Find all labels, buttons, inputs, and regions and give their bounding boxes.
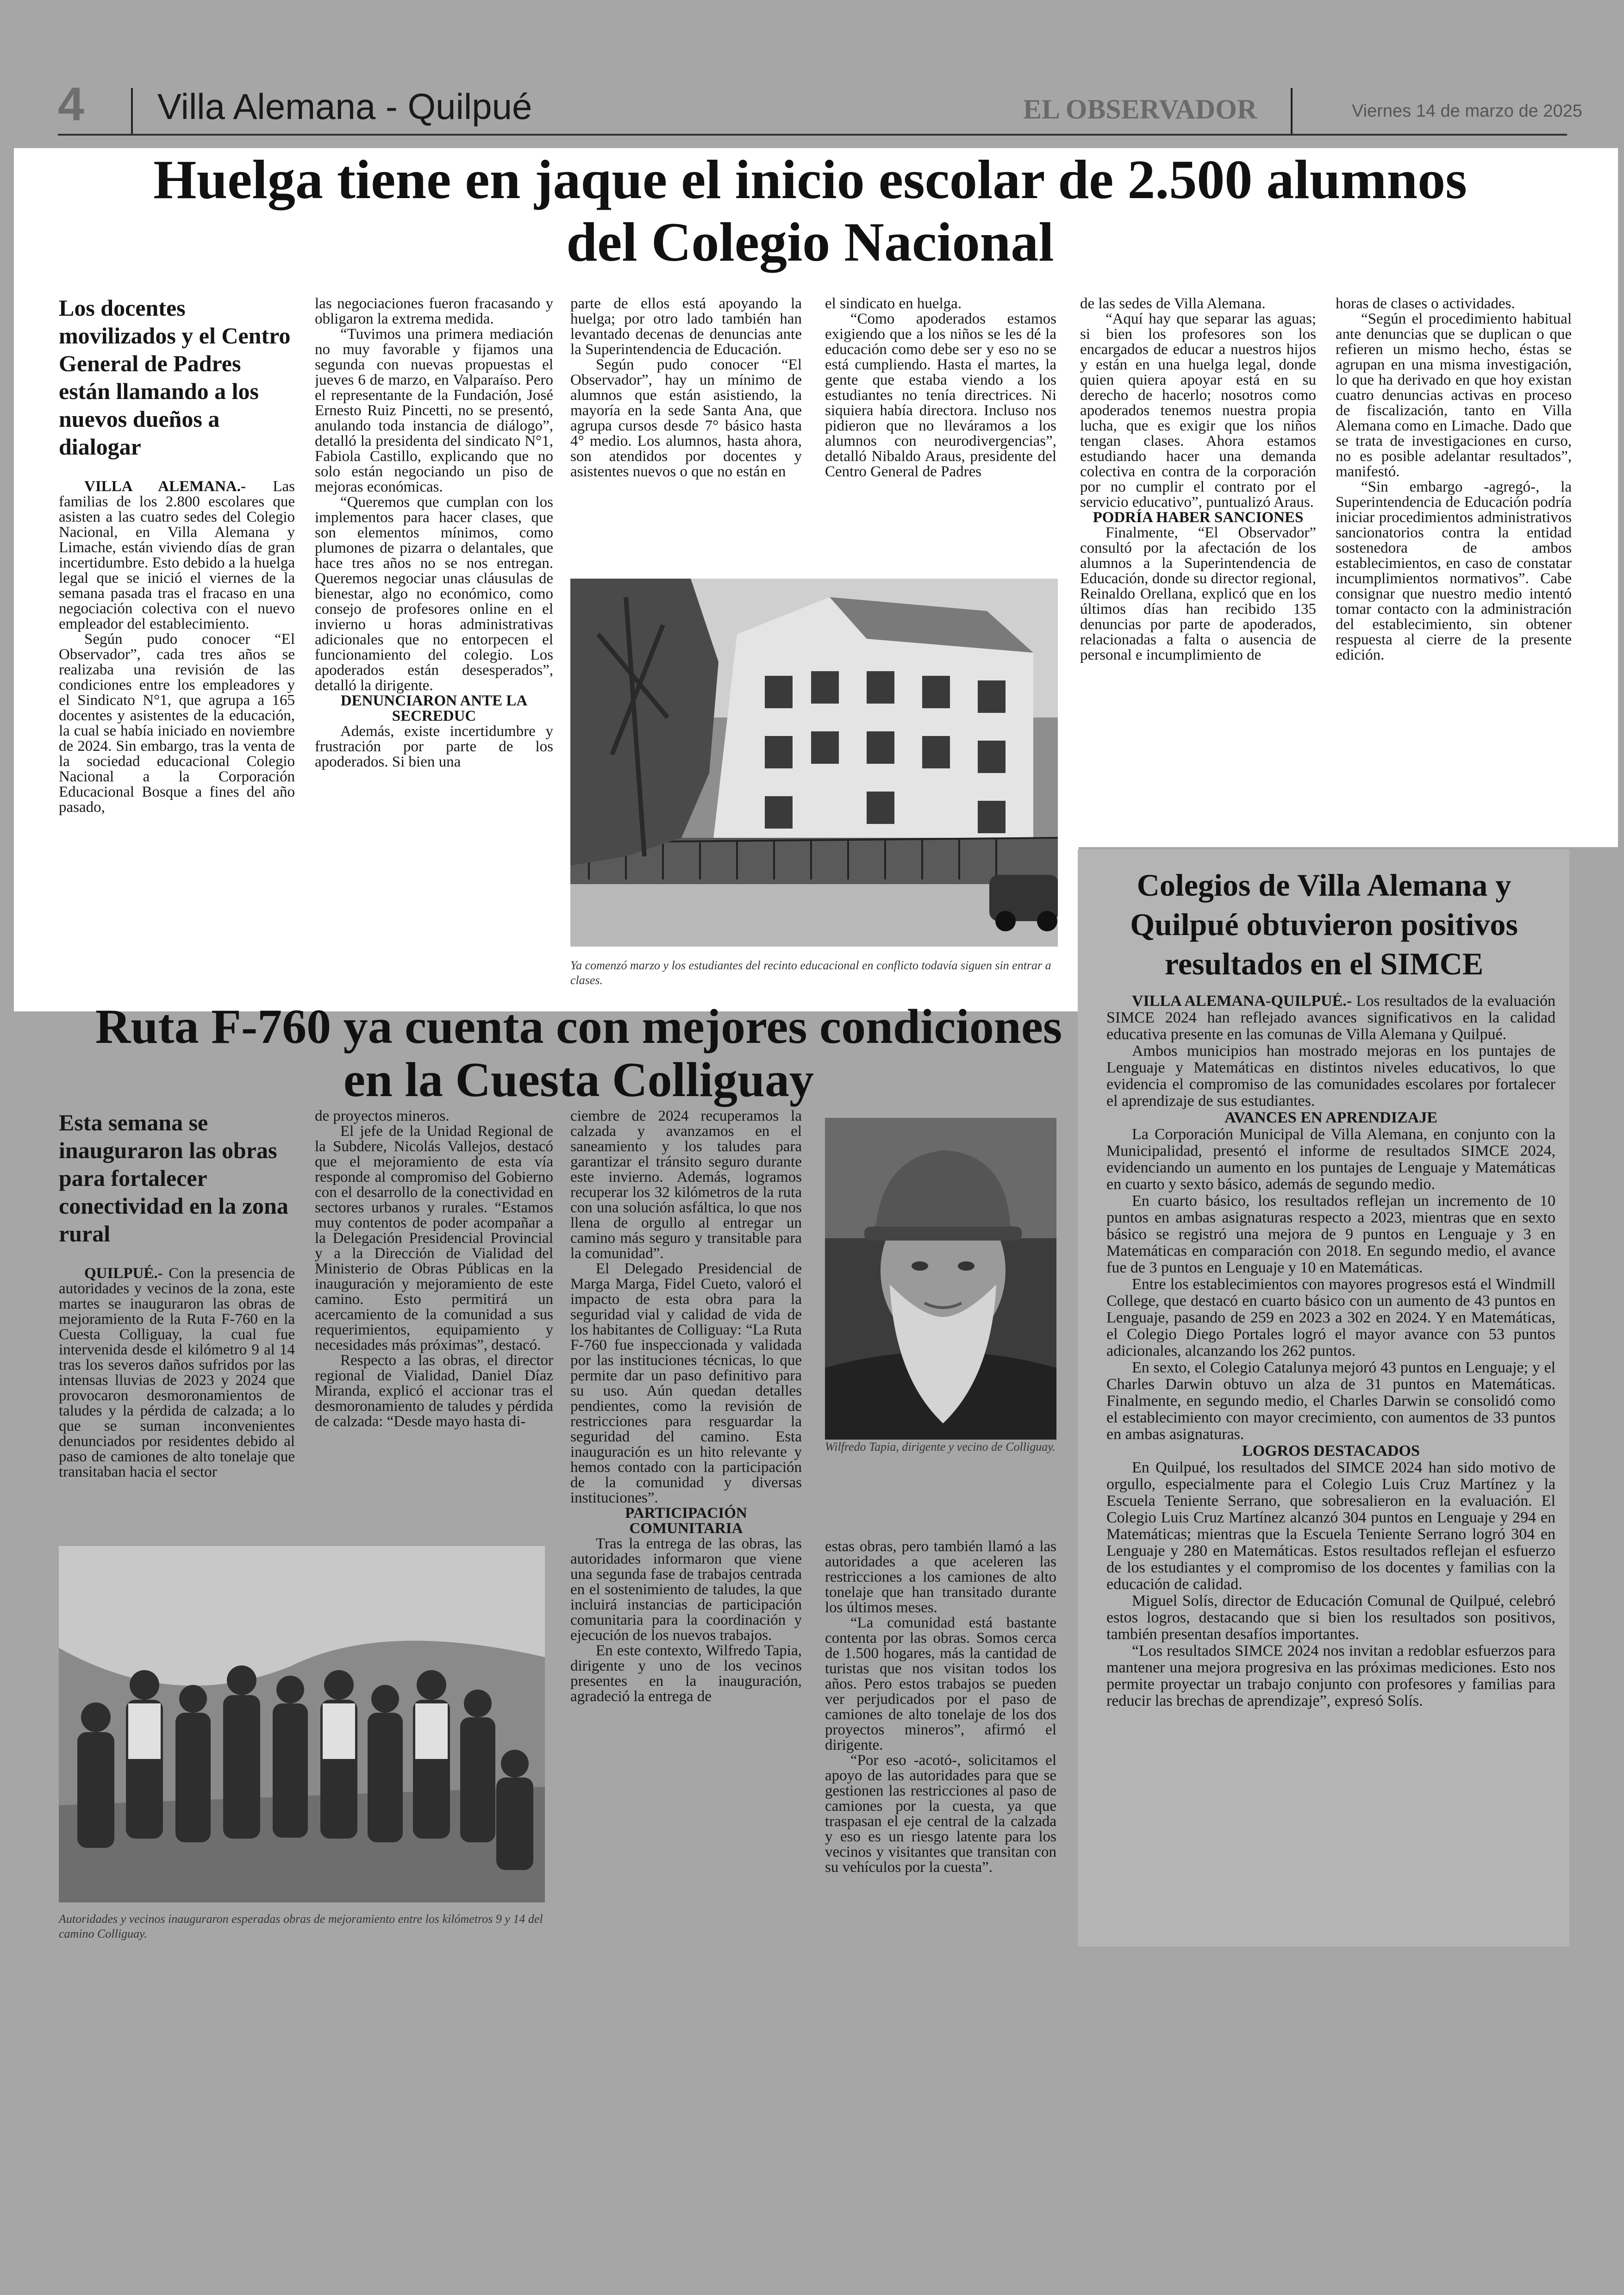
dateline: QUILPUÉ.- [84, 1265, 163, 1282]
road-column-3 [570, 1109, 802, 1958]
strike-column-3 [570, 296, 802, 569]
paragraph: Ambos municipios han mostrado mejoras en los puntajes de Lenguaje y Matemáticas en distintos niveles educativos, lo que evidencia el compromiso de las comunidades escolares por fortalecer el aprendizaje de sus estudiantes. [1106, 1042, 1555, 1110]
paragraph: “Como apoderados estamos exigiendo que a los niños se les dé la educación como debe ser y eso no se está cumpliendo. Hasta el martes, la gente que estaba viendo a los estudiantes no tenía directrices. Ni siquiera había directora. Incluso nos pidieron que no lleváramos a los alumnos con neurodivergencias”, detalló Nibaldo Araus, presidente del Centro General de Padres [825, 311, 1056, 480]
subheading: PARTICIPACIÓN COMUNITARIA [625, 1505, 747, 1537]
road-column-4 [825, 1539, 1056, 1958]
paragraph: Finalmente, “El Observador” consultó por la afectación de los alumnos a la Superintendencia de Educación, donde su director regional, Reinaldo Orellana, explicó que en los últimos días han recibido 135 denuncias por parte de apoderados, relacionadas a falta o ausencia de personal e incumplimiento de [1080, 524, 1316, 663]
newspaper-name: EL OBSERVADOR [1023, 94, 1257, 125]
subheading: LOGROS DESTACADOS [1242, 1442, 1420, 1459]
road-column-2 [315, 1109, 553, 1583]
paragraph: “Según el procedimiento habitual ante denuncias que se duplican o que refieren un mismo hecho, éstas se agrupan en una misma investigación, lo que ha derivado en que hoy existan cuatro denuncias activas en proceso de fiscalización, tanto en Villa Alemana como en Limache. Dado que se trata de investigaciones en curso, no es posible adelantar resultados”, manifestó. [1336, 311, 1572, 480]
issue-date: Viernes 14 de marzo de 2025 [1352, 101, 1582, 121]
strike-column-2 [315, 296, 553, 1018]
group-photo-caption: Autoridades y vecinos inauguraron esperadas obras de mejoramiento entre los kilómetros 9 y 14 del camino Colliguay. [59, 1912, 543, 1940]
road-kicker: Esta semana se inauguraron las obras para fortalecer conectividad en la zona rural [59, 1110, 288, 1247]
paragraph: “Sin embargo -agregó-, la Superintendencia de Educación podría iniciar procedimientos administrativos sancionatorios contra la entidad sostenedora de ambos establecimientos, en caso de constatar incumplimientos normativos”. Cabe consignar que nuestro medio intentó tomar contacto con la administración del establecimiento, sin obtener respuesta al cierre de la presente edición. [1336, 479, 1572, 663]
school-photo-caption: Ya comenzó marzo y los estudiantes del recinto educacional en conflicto todavía siguen sin entrar a clases. [570, 959, 1051, 987]
paragraph: Tras la entrega de las obras, las autoridades informaron que viene una segunda fase de trabajos centrada en el sostenimiento de taludes, la que incluirá instancias de participación comunitaria para la coordinación y ejecución de los nuevos trabajos. [570, 1535, 802, 1644]
paragraph: “Queremos que cumplan con los implementos para hacer clases, que son elementos mínimos, como plumones de pizarra o delantales, que hace tres años no se nos entregan. Queremos negociar unas cláusulas de bienestar, algo no económico, como consejo de profesores online en el invierno u horas administrativas adicionales que no entorpecen el funcionamiento del colegio. Los apoderados están desesperados”, detalló la dirigente. [315, 494, 553, 694]
paragraph: las negociaciones fueron fracasando y obligaron la extrema medida. [315, 296, 553, 327]
paragraph: En cuarto básico, los resultados reflejan un incremento de 10 puntos en ambas asignaturas respecto a 2023, mientras que en sexto básico se registró una mejora de 9 puntos en Lenguaje y 3 en Matemáticas en comparación con 2018. En segundo medio, el avance fue de 3 puntos en Lenguaje y 10 en Matemáticas. [1106, 1192, 1555, 1276]
strike-column-4 [825, 296, 1056, 569]
paragraph: Entre los establecimientos con mayores progresos está el Windmill College, que destacó en cuarto básico con un aumento de 43 puntos en Lenguaje, pasando de 259 en 2023 a 302 en 2024. Y en Matemáticas, el Colegio Diego Portales logró el mayor avance con 53 puntos adicionales, alcanzando los 262 puntos. [1106, 1276, 1555, 1360]
paragraph: estas obras, pero también llamó a las autoridades a que aceleren las restricciones a los camiones de alto tonelaje que han transitado durante los últimos meses. [825, 1539, 1056, 1616]
dateline: VILLA ALEMANA-QUILPUÉ.- [1132, 993, 1352, 1010]
paragraph: VILLA ALEMANA.- Las familias de los 2.800 escolares que asisten a las cuatro sedes del Colegio Nacional, en Villa Alemana y Limache, están viviendo días de gran incertidumbre. Esto debido a la huelga legal que se inició el viernes de la semana pasada tras el fracaso en una negociación colectiva con el nuevo empleador del establecimiento. [59, 478, 295, 632]
paragraph: de las sedes de Villa Alemana. [1080, 296, 1266, 312]
paragraph: Según pudo conocer “El Observador”, hay un mínimo de alumnos que están asistiendo, la mayoría en la sede Santa Ana, que agrupa cursos desde 7° básico hasta 4° medio. Los alumnos, hasta ahora, son atendidos por docentes y asistentes nuevos o que no están en [570, 356, 802, 480]
subheading: PODRÍA HABER SANCIONES [1093, 509, 1304, 526]
paragraph: En Quilpué, los resultados del SIMCE 2024 han sido motivo de orgullo, especialmente para el Colegio Luis Cruz Martínez y la Escuela Teniente Serrano, que sobresalieron en la evaluación. El Colegio Luis Cruz Martínez alcanzó 304 puntos en Lenguaje y 294 en Matemáticas; mientras que la Escuela Teniente Serrano logró 304 en Lenguaje y 280 en Matemáticas. Estos resultados reflejan el esfuerzo de los estudiantes y el compromiso de los docentes y familias con la educación de calidad. [1106, 1459, 1555, 1593]
subheading: DENUNCIARON ANTE LA SECREDUC [340, 692, 528, 724]
paragraph: de proyectos mineros. [315, 1109, 450, 1124]
paragraph: VILLA ALEMANA-QUILPUÉ.- Los resultados de la evaluación SIMCE 2024 han reflejado avances significativos en la calidad educativa presente en las comunas de Villa Alemana y Quilpué. [1106, 993, 1555, 1043]
paragraph: “Los resultados SIMCE 2024 nos invitan a redoblar esfuerzos para mantener una mejora progresiva en las próximas mediciones. Esto nos permite proyectar un trabajo conjunto con profesores y familias para reducir las brechas de aprendizaje”, expresó Solís. [1106, 1642, 1555, 1709]
simce-headline: Colegios de Villa Alemana y Quilpué obtuvieron positivos resultados en el SIMCE [1130, 867, 1518, 981]
paragraph: ciembre de 2024 recuperamos la calzada y avanzamos en el saneamiento y los taludes para garantizar el tránsito seguro durante este invierno. Además, logramos recuperar los 32 kilómetros de la ruta con una solución asfáltica, lo que nos llena de orgullo al entregar un camino más seguro y transitable para la comunidad”. [570, 1109, 802, 1262]
strike-column-5 [1080, 296, 1316, 847]
paragraph: Miguel Solís, director de Educación Comunal de Quilpué, celebró estos logros, destacando que si bien los resultados son positivos, también presentan desafíos importantes. [1106, 1592, 1555, 1643]
paragraph: En este contexto, Wilfredo Tapia, dirigente y uno de los vecinos presentes en la inauguración, agradeció la entrega de [570, 1642, 802, 1705]
portrait-caption: Wilfredo Tapia, dirigente y vecino de Colliguay. [825, 1440, 1056, 1453]
paragraph: “Tuvimos una primera mediación no muy favorable y fijamos una segunda con nuevas propuestas el jueves 6 de marzo, en Valparaíso. Pero el representante de la Fundación, José Ernesto Ruiz Pincetti, no se presentó, anulando toda instancia de diálogo”, detalló la presidenta del sindicato N°1, Fabiola Castillo, explicando que no solo están negociando un piso de mejoras económicas. [315, 326, 553, 495]
portrait-photo [825, 1118, 1056, 1440]
paragraph: el sindicato en huelga. [825, 296, 962, 312]
paragraph: “Por eso -acotó-, solicitamos el apoyo de las autoridades para que se gestionen las restricciones al paso de camiones por la cuesta, ya que traspasan el eje central de la calzada y eso es un riesgo latente para los vecinos y visitantes que transitan con su vehículos por la cuesta”. [825, 1752, 1056, 1876]
paragraph: parte de ellos está apoyando la huelga; por otro lado también han levantado decenas de denuncias ante la Superintendencia de Educación. [570, 296, 802, 358]
paragraph: “Aquí hay que separar las aguas; si bien los profesores son los encargados de educar a nuestros hijos y están en una huelga legal, donde quien quiera apoyar está en su derecho de hacerlo; nosotros como apoderados tenemos nuestra propia lucha, que es exigir que los niños tengan clases. Ahora estamos estudiando hacer una demanda colectiva en contra de la corporación por no cumplir el contrato por el servicio educativo”, puntualizó Araus. [1080, 311, 1316, 511]
header-divider [1291, 88, 1293, 135]
section-title: Villa Alemana - Quilpué [157, 86, 532, 127]
inauguration-group-photo [59, 1546, 545, 1902]
paragraph: horas de clases o actividades. [1336, 296, 1515, 312]
paragraph: En sexto, el Colegio Catalunya mejoró 43 puntos en Lenguaje; y el Charles Darwin obtuvo un alza de 31 puntos en Matemáticas. Finalmente, en segundo medio, el Charles Darwin se consolidó como el establecimiento con mayor crecimiento, con aumentos de 33 puntos en ambas asignaturas. [1106, 1359, 1555, 1443]
paragraph: QUILPUÉ.- Con la presencia de autoridades y vecinos de la zona, este martes se inauguraron las obras de mejoramiento de la Ruta F-760 en la Cuesta Colliguay, la cual fue intervenida desde el kilómetro 9 al 14 tras los severos daños sufridos por las intensas lluvias de 2023 y 2024 que provocaron desmoronamientos de taludes y la pérdida de calzada; a lo que se suman inconvenientes denunciados por residentes debido al paso de camiones de alto tonelaje que transitaban hacia el sector [59, 1265, 295, 1480]
paragraph: “La comunidad está bastante contenta por las obras. Somos cerca de 1.500 hogares, más la cantidad de turistas que nos visitan todos los años. Pero estos trabajos se pueden ver perjudicados por el paso de camiones de alto tonelaje de los dos proyectos mineros”, afirmó el dirigente. [825, 1615, 1056, 1753]
page-number: 4 [58, 78, 84, 131]
strike-column-6 [1336, 296, 1572, 847]
paragraph: El jefe de la Unidad Regional de la Subdere, Nicolás Vallejos, destacó que el mejoramiento de esta vía responde al compromiso del Gobierno con el desarrollo de la conectividad en sectores urbanos y rurales. “Estamos muy contentos de poder acompañar a la Delegación Presidencial Provincial y a la Dirección de Vialidad del Ministerio de Obras Públicas en la inauguración y mejoramiento de este camino. Esto permitirá un acercamiento de la comunidad a sus requerimientos, equipamiento y necesidades más próximas”, destacó. [315, 1123, 553, 1353]
paragraph: Según pudo conocer “El Observador”, cada tres años se realizaba una revisión de las condiciones entre los empleadores y el Sindicato N°1, que agrupa a 165 docentes y asistentes de la educación, la cual se había iniciado en noviembre de 2024. Sin embargo, tras la venta de la sociedad educacional Colegio Nacional a la Corporación Educacional Bosque a fines del año pasado, [59, 631, 295, 816]
paragraph: Además, existe incertidumbre y frustración por parte de los apoderados. Si bien una [315, 723, 553, 770]
dateline: VILLA ALEMANA.- [84, 478, 246, 495]
subheading: AVANCES EN APRENDIZAJE [1224, 1109, 1437, 1126]
header-divider [131, 88, 133, 135]
road-headline: Ruta F-760 ya cuenta con mejores condiciones en la Cuesta Colliguay [95, 999, 1062, 1107]
road-column-1 [59, 1109, 295, 1583]
paragraph: El Delegado Presidencial de Marga Marga, Fidel Cueto, valoró el impacto de esta obra para la seguridad vial y calidad de vida de los habitantes de Colliguay: “La Ruta F-760 fue inspeccionada y validada por las instituciones técnicas, lo que permite dar un paso definitivo para su uso. Aún quedan detalles pendientes, como la revisión de restricciones para resguardar la seguridad del camino. Esta inauguración es un hito relevante y hemos contado con la participación de la comunidad y diversas instituciones”. [570, 1260, 802, 1506]
header-rule [58, 134, 1567, 136]
school-building-photo [570, 579, 1058, 947]
paragraph: Respecto a las obras, el director regional de Vialidad, Daniel Díaz Miranda, explicó el accionar tras el desmoronamiento de taludes y pérdida de calzada: “Desde mayo hasta di- [315, 1352, 553, 1430]
strike-kicker: Los docentes movilizados y el Centro General de Padres están llamando a los nuevos dueños a dialogar [59, 295, 291, 460]
paragraph: La Corporación Municipal de Villa Alemana, en conjunto con la Municipalidad, presentó el informe de resultados SIMCE 2024, evidenciando un aumento en los puntajes de Lenguaje y Matemáticas en cuarto y sexto básico, además de segundo medio. [1106, 1126, 1555, 1193]
strike-headline: Huelga tiene en jaque el inicio escolar de 2.500 alumnos del Colegio Nacional [153, 149, 1467, 273]
strike-column-1 [59, 294, 295, 1014]
simce-body [1106, 993, 1555, 1933]
